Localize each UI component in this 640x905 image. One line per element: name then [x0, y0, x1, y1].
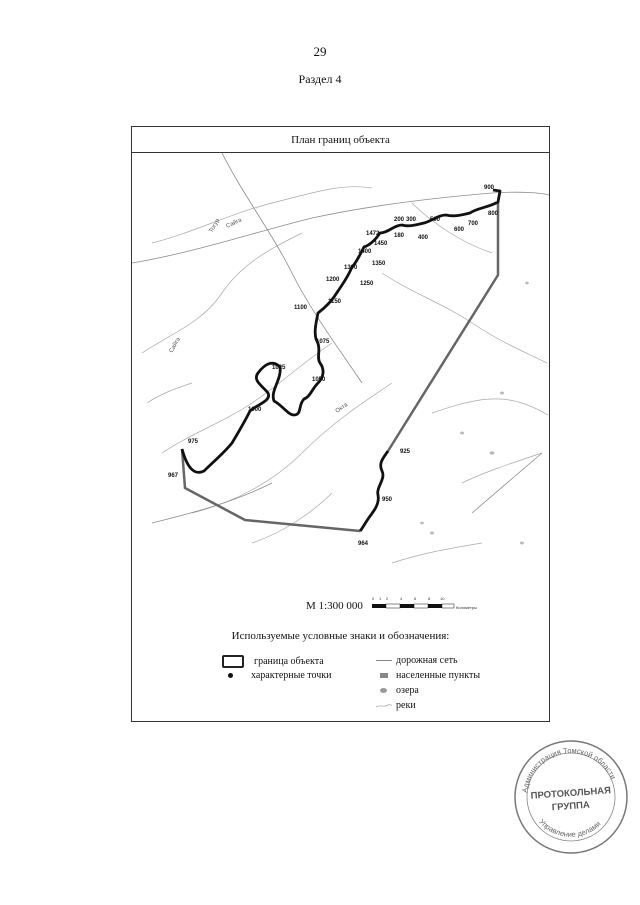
svg-text:8: 8: [428, 596, 431, 601]
point-label: 1400: [358, 249, 372, 255]
point-label: 1450: [374, 241, 388, 247]
point-label: 1050: [312, 377, 326, 383]
point-label: 1075: [316, 339, 330, 345]
point-label: 1300: [344, 265, 358, 271]
road-label: Окта: [334, 402, 350, 415]
legend-lakes: озера: [376, 685, 419, 696]
legend-points: характерные точки: [228, 670, 332, 681]
river-line-icon: [376, 703, 392, 709]
point-label: 1250: [360, 281, 374, 287]
point-label: 700: [468, 221, 479, 227]
svg-text:ПРОТОКОЛЬНАЯ: ПРОТОКОЛЬНАЯ: [530, 785, 612, 802]
page-number: 29: [313, 44, 327, 59]
point-label: 400: [418, 235, 429, 241]
road-label: Сайга: [225, 217, 243, 230]
boundary-box-icon: [222, 655, 244, 668]
svg-text:6: 6: [414, 596, 417, 601]
map-title: План границ объекта: [132, 127, 549, 153]
point-label: 950: [382, 497, 393, 503]
map-frame: [131, 126, 550, 722]
point-label: 600: [454, 227, 465, 233]
lake-icon: [380, 688, 387, 693]
point-label: 1350: [372, 261, 386, 267]
road-line-icon: [376, 660, 392, 661]
svg-text:4: 4: [400, 596, 403, 601]
point-label: 1025: [272, 365, 286, 371]
legend-settlements: населенные пункты: [376, 670, 480, 681]
point-label: 925: [400, 449, 411, 455]
point-label: 1200: [326, 277, 340, 283]
road-label: Сайга: [168, 336, 182, 354]
dot-icon: [228, 673, 233, 678]
point-label: 200: [394, 217, 405, 223]
section-title: Раздел 4: [298, 72, 342, 86]
object-boundary: [182, 190, 500, 472]
point-label: 964: [358, 541, 369, 547]
map-canvas: [132, 153, 549, 593]
svg-text:0: 0: [372, 596, 375, 601]
boundary-straight: [182, 202, 498, 531]
point-label: 975: [188, 439, 199, 445]
point-label: 1100: [294, 305, 308, 311]
svg-text:Управление делами: Управление делами: [537, 817, 603, 839]
object-boundary-east: [360, 451, 388, 531]
point-label: 180: [394, 233, 405, 239]
point-label: 1472: [366, 231, 380, 237]
legend-boundary: граница объекта: [222, 655, 324, 668]
lakes: [420, 282, 529, 545]
svg-text:2: 2: [386, 596, 389, 601]
roads: [132, 153, 549, 523]
settlement-icon: [380, 673, 388, 678]
svg-text:1: 1: [379, 596, 382, 601]
scale-bar: [372, 595, 502, 613]
svg-text:Километры: Километры: [456, 605, 477, 610]
legend-roads: дорожная сеть: [376, 655, 458, 666]
legend-rivers: реки: [376, 700, 416, 711]
svg-text:Администрация Томской области: Администрация Томской области: [520, 745, 618, 794]
legend-title: Используемые условные знаки и обозначения:: [231, 630, 450, 642]
point-label: 1000: [248, 407, 262, 413]
point-label: 900: [484, 185, 495, 191]
svg-text:10: 10: [440, 596, 445, 601]
official-seal: [512, 738, 630, 856]
point-label: 967: [168, 473, 179, 479]
rivers: [142, 187, 548, 563]
svg-text:ГРУППА: ГРУППА: [551, 799, 591, 814]
point-label: 300: [406, 217, 417, 223]
point-label: 500: [430, 217, 441, 223]
scale-label: М 1:300 000: [306, 600, 363, 612]
point-label: 1150: [328, 299, 342, 305]
point-label: 800: [488, 211, 499, 217]
road-label: Тогур: [208, 218, 222, 234]
